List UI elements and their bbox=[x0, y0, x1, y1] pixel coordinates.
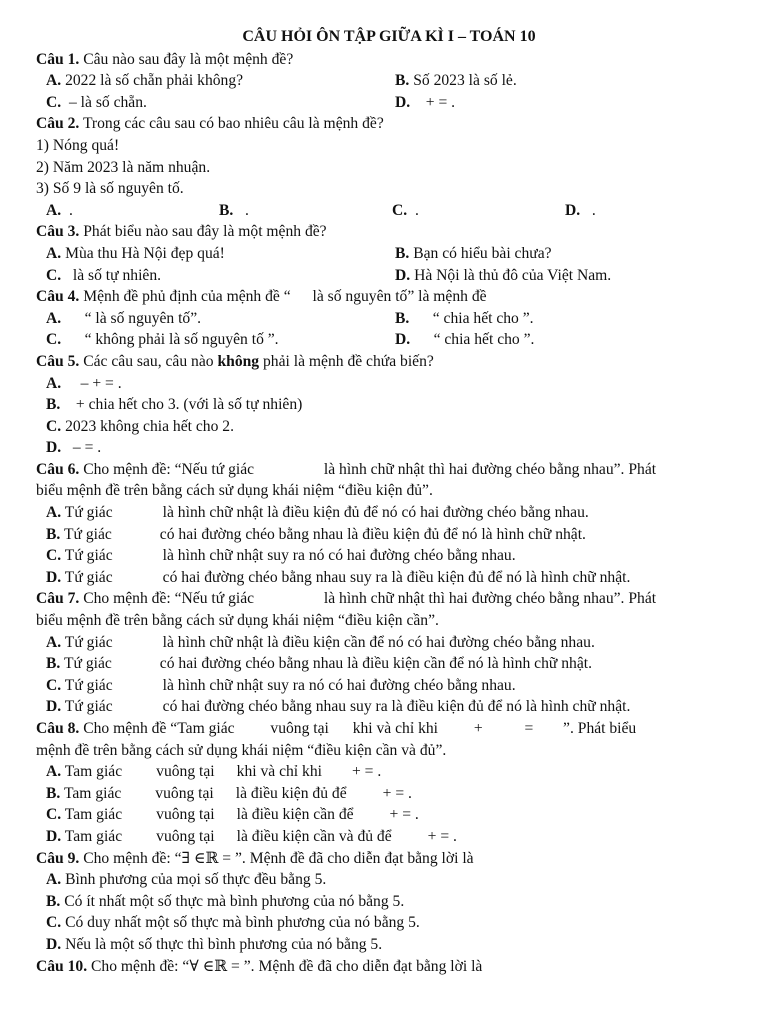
option-text: Tam giác bbox=[64, 763, 123, 781]
statement-line: 2) Năm 2023 là năm nhuận. bbox=[36, 158, 211, 176]
question-stem: mệnh đề trên bằng cách sử dụng khái niệm “điều kiện cần và đủ”. bbox=[36, 741, 447, 759]
option-d[interactable] bbox=[395, 92, 455, 114]
option-d[interactable] bbox=[36, 934, 742, 956]
question-stem: Cho mệnh đề: “Nếu tứ giác bbox=[83, 460, 255, 478]
question-stem: là hình chữ nhật thì hai đường chéo bằng nhau”. Phát bbox=[323, 590, 657, 608]
option-b[interactable] bbox=[395, 308, 534, 330]
option-a[interactable] bbox=[46, 243, 395, 265]
option-a[interactable] bbox=[36, 632, 742, 654]
option-label: A. bbox=[46, 871, 62, 889]
option-text: Tứ giác bbox=[64, 676, 113, 694]
question-stem: Cho mệnh đề: “∃ ∈ℝ = ”. Mệnh đề đã cho diễn đạt bằng lời là bbox=[83, 849, 474, 867]
option-c[interactable] bbox=[36, 912, 742, 934]
option-label: D. bbox=[46, 935, 62, 953]
option-c[interactable] bbox=[46, 92, 395, 114]
option-label: A. bbox=[46, 504, 62, 522]
question-1 bbox=[36, 49, 742, 71]
option-text: 2022 là số chẵn phải không? bbox=[65, 72, 244, 90]
option-text: 2023 không chia hết cho 2. bbox=[65, 417, 234, 435]
option-text: là hình chữ nhật suy ra nó có hai đường chéo bằng nhau. bbox=[162, 676, 516, 694]
option-label: B. bbox=[46, 396, 61, 414]
option-label: C. bbox=[46, 676, 62, 694]
option-label: D. bbox=[395, 93, 411, 111]
option-c[interactable] bbox=[46, 329, 395, 351]
option-label: C. bbox=[46, 547, 62, 565]
option-text: là hình chữ nhật suy ra nó có hai đường chéo bằng nhau. bbox=[162, 547, 516, 565]
option-text: vuông tại bbox=[155, 784, 214, 802]
option-text: Bạn có hiểu bài chưa? bbox=[413, 244, 552, 262]
option-text: + = . bbox=[382, 784, 412, 802]
question-stem: + bbox=[473, 720, 483, 737]
option-text: Tứ giác bbox=[64, 504, 113, 522]
option-label: B. bbox=[46, 525, 61, 543]
option-text: có hai đường chéo bằng nhau suy ra là điều kiện đủ để nó là hình chữ nhật. bbox=[162, 568, 631, 586]
option-text: + chia hết cho 3. (với là số tự nhiên) bbox=[75, 396, 303, 414]
option-label: B. bbox=[46, 655, 61, 673]
option-text: là điều kiện đủ để bbox=[235, 784, 347, 802]
option-text: là hình chữ nhật là điều kiện cần để nó có hai đường chéo bằng nhau. bbox=[162, 633, 595, 651]
option-text: vuông tại bbox=[156, 827, 215, 845]
option-text: + = . bbox=[425, 93, 456, 111]
option-text: Tứ giác bbox=[64, 547, 113, 565]
option-text: Nếu là một số thực thì bình phương của nó bằng 5. bbox=[65, 935, 383, 953]
option-d[interactable] bbox=[565, 200, 596, 222]
option-label: D. bbox=[46, 439, 62, 457]
option-text: Tam giác bbox=[64, 827, 123, 845]
option-c[interactable] bbox=[392, 200, 565, 222]
option-text: Tam giác bbox=[64, 806, 123, 824]
question-10 bbox=[36, 956, 742, 978]
options-row bbox=[36, 243, 742, 265]
question-label: Câu 3. bbox=[36, 223, 80, 241]
option-label: A. bbox=[46, 763, 62, 781]
option-c[interactable] bbox=[46, 265, 395, 287]
option-a[interactable] bbox=[36, 869, 742, 891]
option-c[interactable] bbox=[36, 545, 742, 567]
question-stem: Phát biểu nào sau đây là một mệnh đề? bbox=[83, 223, 327, 241]
option-label: B. bbox=[395, 72, 410, 90]
option-text: + = . bbox=[389, 806, 419, 824]
option-label: B. bbox=[395, 244, 410, 262]
option-text: + = . bbox=[351, 763, 382, 781]
option-text: . bbox=[68, 201, 73, 219]
option-a[interactable] bbox=[46, 200, 219, 222]
question-stem: Mệnh đề phủ định của mệnh đề “ bbox=[83, 288, 291, 306]
option-text: . bbox=[245, 201, 249, 219]
option-text: Tứ giác bbox=[63, 655, 112, 673]
option-text: Hà Nội là thủ đô của Việt Nam. bbox=[414, 266, 612, 284]
question-4 bbox=[36, 286, 742, 308]
option-text: Tứ giác bbox=[64, 698, 113, 716]
question-stem: biểu mệnh đề trên bằng cách sử dụng khái niệm “điều kiện cần”. bbox=[36, 612, 439, 630]
option-a[interactable] bbox=[36, 373, 742, 395]
option-text: Bình phương của mọi số thực đều bằng 5. bbox=[65, 871, 327, 889]
option-label: C. bbox=[46, 914, 62, 932]
question-stem: ”. Phát biểu bbox=[563, 720, 637, 737]
option-label: B. bbox=[395, 309, 410, 327]
question-stem: Cho mệnh đề “Tam giác bbox=[83, 720, 235, 737]
option-label: D. bbox=[565, 201, 581, 219]
option-a[interactable] bbox=[46, 70, 395, 92]
question-label: Câu 1. bbox=[36, 50, 80, 68]
options-row bbox=[36, 265, 742, 287]
option-text: khi và chỉ khi bbox=[236, 763, 322, 781]
option-label: C. bbox=[46, 331, 62, 349]
question-label: Câu 2. bbox=[36, 115, 80, 133]
options-row bbox=[36, 329, 742, 351]
option-b[interactable] bbox=[395, 70, 517, 92]
option-b[interactable] bbox=[36, 394, 742, 416]
option-c[interactable] bbox=[36, 675, 742, 697]
question-stem: Cho mệnh đề: “Nếu tứ giác bbox=[83, 590, 255, 608]
options-row bbox=[36, 200, 742, 222]
option-label: C. bbox=[46, 417, 62, 435]
option-label: A. bbox=[46, 244, 62, 262]
question-label: Câu 4. bbox=[36, 288, 80, 306]
option-text: vuông tại bbox=[156, 763, 215, 781]
question-stem: khi và chỉ khi bbox=[352, 720, 439, 737]
question-stem: = bbox=[524, 720, 534, 737]
option-label: D. bbox=[46, 827, 62, 845]
question-stem: Trong các câu sau có bao nhiêu câu là mệnh đề? bbox=[82, 115, 384, 133]
option-label: C. bbox=[392, 201, 408, 219]
option-text: – + = . bbox=[80, 374, 122, 392]
option-text: là số tự nhiên. bbox=[72, 266, 162, 284]
option-text: Tứ giác bbox=[63, 525, 112, 543]
question-label: Câu 10. bbox=[36, 957, 88, 975]
option-text: . bbox=[414, 201, 419, 219]
option-text: Số 2023 là số lẻ. bbox=[413, 72, 517, 90]
question-7 bbox=[36, 588, 742, 610]
option-text: có hai đường chéo bằng nhau là điều kiện đủ để nó là hình chữ nhật. bbox=[159, 525, 586, 543]
option-label: C. bbox=[46, 93, 62, 111]
option-text: vuông tại bbox=[156, 806, 215, 824]
options-row bbox=[36, 92, 742, 114]
question-stem: là hình chữ nhật thì hai đường chéo bằng nhau”. Phát bbox=[323, 460, 657, 478]
option-b[interactable] bbox=[36, 891, 742, 913]
option-text: Tứ giác bbox=[64, 568, 113, 586]
option-label: A. bbox=[46, 201, 62, 219]
option-label: A. bbox=[46, 633, 62, 651]
option-text: là hình chữ nhật là điều kiện đủ để nó có hai đường chéo bằng nhau. bbox=[162, 504, 589, 522]
option-text: . bbox=[591, 201, 596, 219]
option-text: Mùa thu Hà Nội đẹp quá! bbox=[65, 244, 225, 262]
statement-line: 1) Nóng quá! bbox=[36, 136, 120, 154]
option-text: – là số chẵn. bbox=[68, 93, 147, 111]
option-c[interactable] bbox=[36, 416, 742, 438]
option-text: “ là số nguyên tố”. bbox=[84, 309, 202, 327]
question-label: Câu 6. bbox=[36, 460, 80, 478]
question-stem: Các câu sau, câu nào bbox=[83, 352, 214, 370]
option-a[interactable] bbox=[36, 502, 742, 524]
option-text: Có ít nhất một số thực mà bình phương của nó bằng 5. bbox=[64, 892, 405, 910]
question-label: Câu 9. bbox=[36, 849, 80, 867]
option-label: D. bbox=[46, 568, 62, 586]
option-text: là điều kiện cần và đủ để bbox=[236, 827, 392, 845]
option-d[interactable] bbox=[395, 265, 611, 287]
question-stem: phải là mệnh đề chứa biến? bbox=[263, 352, 434, 370]
question-9 bbox=[36, 848, 742, 870]
option-text: là điều kiện cần để bbox=[236, 806, 354, 824]
question-5 bbox=[36, 351, 742, 373]
page-title: CÂU HỎI ÔN TẬP GIỮA KÌ I – TOÁN 10 bbox=[242, 28, 536, 45]
option-text: Tứ giác bbox=[64, 633, 113, 651]
option-a[interactable] bbox=[36, 761, 742, 783]
question-6 bbox=[36, 459, 742, 481]
question-stem: vuông tại bbox=[270, 720, 329, 737]
option-b[interactable] bbox=[36, 783, 742, 805]
question-stem: Cho mệnh đề: “∀ ∈ℝ = ”. Mệnh đề đã cho diễn đạt bằng lời là bbox=[91, 957, 483, 975]
option-d[interactable] bbox=[36, 696, 742, 718]
question-3 bbox=[36, 221, 742, 243]
option-label: D. bbox=[46, 698, 62, 716]
option-text: + = . bbox=[427, 827, 457, 845]
option-text: “ chia hết cho ”. bbox=[432, 309, 534, 327]
option-c[interactable] bbox=[36, 804, 742, 826]
option-label: A. bbox=[46, 309, 62, 327]
option-a[interactable] bbox=[46, 308, 395, 330]
options-row bbox=[36, 308, 742, 330]
question-8 bbox=[36, 718, 742, 740]
option-label: C. bbox=[46, 806, 62, 824]
question-label: Câu 5. bbox=[36, 352, 80, 370]
question-2 bbox=[36, 113, 742, 135]
option-label: B. bbox=[219, 201, 234, 219]
options-row bbox=[36, 70, 742, 92]
option-d[interactable] bbox=[36, 826, 742, 848]
question-label: Câu 8. bbox=[36, 720, 80, 737]
option-d[interactable] bbox=[36, 567, 742, 589]
question-stem: biểu mệnh đề trên bằng cách sử dụng khái niệm “điều kiện đủ”. bbox=[36, 482, 433, 500]
option-text: – = . bbox=[72, 439, 102, 457]
option-label: B. bbox=[46, 784, 61, 802]
question-label: Câu 7. bbox=[36, 590, 80, 608]
question-stem: Câu nào sau đây là một mệnh đề? bbox=[83, 50, 294, 68]
option-d[interactable] bbox=[36, 437, 742, 459]
option-text: “ chia hết cho ”. bbox=[433, 331, 535, 349]
option-label: A. bbox=[46, 374, 62, 392]
option-b[interactable] bbox=[36, 524, 742, 546]
statement-line: 3) Số 9 là số nguyên tố. bbox=[36, 180, 184, 198]
option-label: D. bbox=[395, 331, 411, 349]
option-text: “ không phải là số nguyên tố ”. bbox=[84, 331, 279, 349]
option-label: B. bbox=[46, 892, 61, 910]
option-label: A. bbox=[46, 72, 62, 90]
option-label: D. bbox=[395, 266, 411, 284]
question-stem: là số nguyên tố” là mệnh đề bbox=[312, 288, 487, 306]
option-b[interactable] bbox=[36, 653, 742, 675]
option-b[interactable] bbox=[219, 200, 392, 222]
option-text: Có duy nhất một số thực mà bình phương của nó bằng 5. bbox=[65, 914, 420, 932]
option-text: có hai đường chéo bằng nhau suy ra là điều kiện đủ để nó là hình chữ nhật. bbox=[162, 698, 631, 716]
option-label: C. bbox=[46, 266, 62, 284]
question-stem-emphasis: không bbox=[217, 352, 260, 370]
option-text: Tam giác bbox=[63, 784, 122, 802]
option-d[interactable] bbox=[395, 329, 534, 351]
option-text: có hai đường chéo bằng nhau là điều kiện cần để nó là hình chữ nhật. bbox=[159, 655, 592, 673]
option-b[interactable] bbox=[395, 243, 552, 265]
